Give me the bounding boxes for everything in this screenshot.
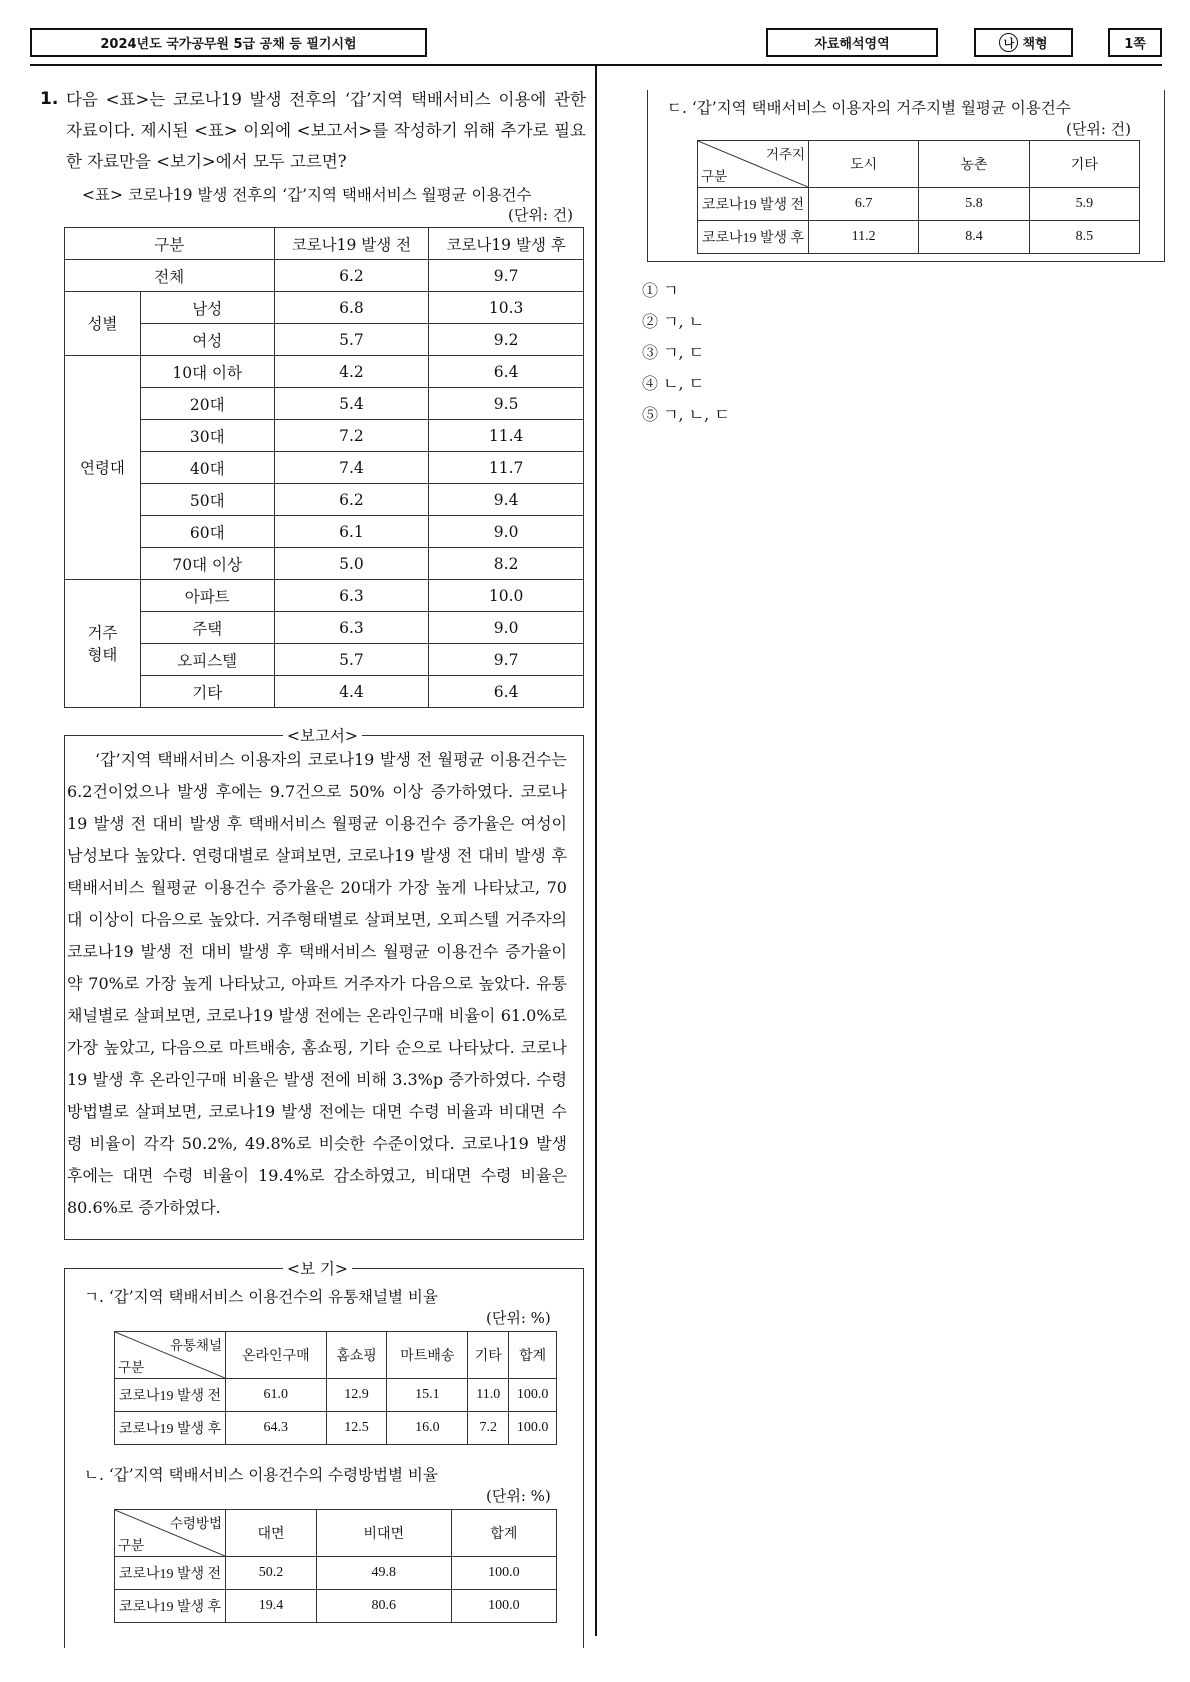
table-cell: 12.9 bbox=[326, 1379, 387, 1412]
table-caption: <표> 코로나19 발생 전후의 ‘갑’지역 택배서비스 월평균 이용건수 bbox=[82, 186, 532, 204]
table-cell: 11.2 bbox=[809, 221, 919, 254]
table-row bbox=[65, 516, 584, 548]
bogi-item-a-unit: (단위: %) bbox=[486, 1309, 551, 1327]
table-cell: 5.9 bbox=[1029, 188, 1139, 221]
group-label: 연령대 bbox=[65, 356, 141, 580]
choice-5: ⑤ ㄱ, ㄴ, ㄷ bbox=[642, 405, 730, 424]
table-header-cell: 코로나19 발생 후 bbox=[429, 228, 584, 260]
value-before: 6.3 bbox=[274, 580, 429, 612]
table-row bbox=[115, 1379, 557, 1412]
value-before: 6.8 bbox=[274, 292, 429, 324]
row-label: 코로나19 발생 전 bbox=[698, 188, 809, 221]
row-label: 코로나19 발생 후 bbox=[698, 221, 809, 254]
corner-top-label: 유통채널 bbox=[169, 1338, 222, 1353]
row-label: 주택 bbox=[140, 612, 274, 644]
booklet-mark-icon: 나 bbox=[999, 33, 1018, 52]
subject-label: 자료해석영역 bbox=[766, 28, 938, 57]
value-after: 9.0 bbox=[429, 516, 584, 548]
table-row bbox=[65, 388, 584, 420]
row-label: 여성 bbox=[140, 324, 274, 356]
group-label: 거주 형태 bbox=[65, 580, 141, 708]
table-header-cell: 코로나19 발생 전 bbox=[274, 228, 429, 260]
question bbox=[40, 84, 586, 177]
corner-bottom-label: 구분 bbox=[118, 1538, 145, 1553]
value-before: 6.3 bbox=[274, 612, 429, 644]
table-cell: 50.2 bbox=[226, 1557, 317, 1590]
row-label: 30대 bbox=[140, 420, 274, 452]
answer-choices bbox=[642, 275, 730, 430]
table-cell: 12.5 bbox=[326, 1412, 387, 1445]
table-row bbox=[115, 1590, 557, 1623]
table-cell: 61.0 bbox=[226, 1379, 327, 1412]
corner-bottom-label: 구분 bbox=[118, 1360, 145, 1375]
row-label: 20대 bbox=[140, 388, 274, 420]
choice-1: ① ㄱ bbox=[642, 281, 679, 300]
bogi-table-b bbox=[114, 1509, 557, 1623]
row-label: 코로나19 발생 전 bbox=[115, 1379, 226, 1412]
table-cell: 64.3 bbox=[226, 1412, 327, 1445]
diagonal-header-cell bbox=[115, 1510, 226, 1557]
row-label: 40대 bbox=[140, 452, 274, 484]
corner-bottom-label: 구분 bbox=[701, 169, 728, 184]
bogi-item-c-title: ㄷ. ‘갑’지역 택배서비스 이용자의 거주지별 월평균 이용건수 bbox=[667, 99, 1071, 117]
row-label: 70대 이상 bbox=[140, 548, 274, 580]
value-before: 5.7 bbox=[274, 324, 429, 356]
choice-3: ③ ㄱ, ㄷ bbox=[642, 343, 705, 362]
column-header: 합계 bbox=[451, 1510, 556, 1557]
exam-title: 2024년도 국가공무원 5급 공채 등 필기시험 bbox=[30, 28, 427, 57]
table-header-row bbox=[698, 141, 1140, 188]
bogi-item-a-title: ㄱ. ‘갑’지역 택배서비스 이용건수의 유통채널별 비율 bbox=[84, 1288, 438, 1306]
row-label: 60대 bbox=[140, 516, 274, 548]
value-after: 9.7 bbox=[429, 260, 584, 292]
row-label: 코로나19 발생 후 bbox=[115, 1590, 226, 1623]
value-before: 7.2 bbox=[274, 420, 429, 452]
value-after: 6.4 bbox=[429, 676, 584, 708]
value-before: 6.2 bbox=[274, 260, 429, 292]
value-before: 7.4 bbox=[274, 452, 429, 484]
diagonal-header bbox=[115, 1510, 225, 1556]
group-label: 성별 bbox=[65, 292, 141, 356]
table-cell: 100.0 bbox=[451, 1557, 556, 1590]
report-text: ‘갑’지역 택배서비스 이용자의 코로나19 발생 전 월평균 이용건수는 6.2건이었으나 발생 후에는 9.7건으로 50% 이상 증가하였다. 코로나19 발생 전 대비 발생 후 택배서비스 월평균 이용건수 증가율은 여성이 남성보다 높았다. 연령대별로 살펴보면, 코로나19 발생 전 대비 발생 후 택배서비스 월평균 이용건수 증가율은 20대가 가장 높게 나타났고, 70대 이상이 다음으로 높았다. 거주형태별로 살펴보면, 오피스텔 거주자의 코로나19 발생 전 대비 발생 후 택배서비스 월평균 이용건수 증가율이 약 70%로 가장 높게 나타났고, 아파트 거주자가 다음으로 높았다. 유통채널별로 살펴보면, 코로나19 발생 전에는 온라인구매 비율이 61.0%로 가장 높았고, 다음으로 마트배송, 홈쇼핑, 기타 순으로 나타났다. 코로나19 발생 후 온라인구매 비율은 발생 전에 비해 3.3%p 증가하였다. 수령방법별로 살펴보면, 코로나19 발생 전에는 대면 수령 비율과 비대면 수령 비율이 각각 50.2%, 49.8%로 비슷한 수준이었다. 코로나19 발생 후에는 대면 수령 비율이 19.4%로 감소하였고, 비대면 수령 비율은 80.6%로 증가하였다. bbox=[67, 750, 567, 1217]
table-row bbox=[115, 1412, 557, 1445]
choice-4: ④ ㄴ, ㄷ bbox=[642, 374, 705, 393]
diagonal-header-cell bbox=[698, 141, 809, 188]
diagonal-header bbox=[698, 141, 808, 187]
table-row bbox=[65, 452, 584, 484]
value-after: 6.4 bbox=[429, 356, 584, 388]
bogi-table-a bbox=[114, 1331, 557, 1445]
value-after: 9.0 bbox=[429, 612, 584, 644]
bogi-item-c-unit: (단위: 건) bbox=[1066, 120, 1131, 138]
value-after: 10.0 bbox=[429, 580, 584, 612]
column-divider bbox=[595, 66, 597, 1636]
question-number: 1. bbox=[40, 89, 59, 109]
column-header: 비대면 bbox=[316, 1510, 451, 1557]
corner-top-label: 거주지 bbox=[765, 147, 805, 162]
table-cell: 100.0 bbox=[509, 1412, 557, 1445]
value-after: 10.3 bbox=[429, 292, 584, 324]
table-row bbox=[65, 644, 584, 676]
value-after: 9.2 bbox=[429, 324, 584, 356]
row-label: 아파트 bbox=[140, 580, 274, 612]
table-row bbox=[65, 484, 584, 516]
table-row bbox=[698, 221, 1140, 254]
column-header: 기타 bbox=[468, 1332, 509, 1379]
table-row bbox=[115, 1557, 557, 1590]
diagonal-header bbox=[115, 1332, 225, 1378]
page-number: 1쪽 bbox=[1108, 28, 1162, 57]
value-before: 5.4 bbox=[274, 388, 429, 420]
table-row bbox=[65, 676, 584, 708]
table-cell: 7.2 bbox=[468, 1412, 509, 1445]
row-label: 남성 bbox=[140, 292, 274, 324]
table-row bbox=[65, 548, 584, 580]
value-after: 11.7 bbox=[429, 452, 584, 484]
diagonal-header-cell bbox=[115, 1332, 226, 1379]
table-row bbox=[65, 292, 584, 324]
row-label: 50대 bbox=[140, 484, 274, 516]
column-header: 농촌 bbox=[919, 141, 1029, 188]
table-cell: 80.6 bbox=[316, 1590, 451, 1623]
row-label: 기타 bbox=[140, 676, 274, 708]
table-cell: 5.8 bbox=[919, 188, 1029, 221]
booklet-type bbox=[974, 28, 1073, 57]
row-label: 코로나19 발생 전 bbox=[115, 1557, 226, 1590]
row-label: 10대 이하 bbox=[140, 356, 274, 388]
corner-top-label: 수령방법 bbox=[169, 1516, 222, 1531]
question-text: 다음 <표>는 코로나19 발생 전후의 ‘갑’지역 택배서비스 이용에 관한 자료이다. 제시된 <표> 이외에 <보고서>를 작성하기 위해 추가로 필요한 자료만을 <보기>에서 모두 고르면? bbox=[66, 90, 586, 171]
table-cell: 100.0 bbox=[509, 1379, 557, 1412]
report-title: <보고서> bbox=[283, 724, 362, 746]
table-header-cell: 구분 bbox=[65, 228, 275, 260]
row-label: 오피스텔 bbox=[140, 644, 274, 676]
table-row bbox=[65, 580, 584, 612]
row-label: 전체 bbox=[65, 260, 275, 292]
value-before: 4.2 bbox=[274, 356, 429, 388]
table-row bbox=[65, 356, 584, 388]
value-after: 9.5 bbox=[429, 388, 584, 420]
bogi-item-b-title: ㄴ. ‘갑’지역 택배서비스 이용건수의 수령방법별 비율 bbox=[84, 1466, 438, 1484]
table-cell: 49.8 bbox=[316, 1557, 451, 1590]
column-header: 마트배송 bbox=[387, 1332, 468, 1379]
value-after: 9.4 bbox=[429, 484, 584, 516]
table-cell: 11.0 bbox=[468, 1379, 509, 1412]
table-row bbox=[65, 260, 584, 292]
value-after: 11.4 bbox=[429, 420, 584, 452]
value-before: 5.7 bbox=[274, 644, 429, 676]
bogi-table-c bbox=[697, 140, 1140, 254]
bogi-title: <보 기> bbox=[283, 1257, 352, 1279]
choice-2: ② ㄱ, ㄴ bbox=[642, 312, 705, 331]
column-header: 온라인구매 bbox=[226, 1332, 327, 1379]
table-cell: 8.4 bbox=[919, 221, 1029, 254]
column-header: 기타 bbox=[1029, 141, 1139, 188]
table-cell: 16.0 bbox=[387, 1412, 468, 1445]
value-after: 8.2 bbox=[429, 548, 584, 580]
table-row bbox=[65, 612, 584, 644]
table-row bbox=[698, 188, 1140, 221]
table-header-row bbox=[115, 1510, 557, 1557]
table-cell: 100.0 bbox=[451, 1590, 556, 1623]
table-row bbox=[65, 420, 584, 452]
value-before: 5.0 bbox=[274, 548, 429, 580]
value-before: 6.2 bbox=[274, 484, 429, 516]
table-header-row bbox=[65, 228, 584, 260]
column-header: 홈쇼핑 bbox=[326, 1332, 387, 1379]
booklet-label: 책형 bbox=[1022, 37, 1048, 52]
bogi-item-b-unit: (단위: %) bbox=[486, 1487, 551, 1505]
table-cell: 15.1 bbox=[387, 1379, 468, 1412]
table-cell: 8.5 bbox=[1029, 221, 1139, 254]
table-row bbox=[65, 324, 584, 356]
table-unit: (단위: 건) bbox=[508, 206, 573, 224]
column-header: 대면 bbox=[226, 1510, 317, 1557]
table-header-row bbox=[115, 1332, 557, 1379]
column-header: 도시 bbox=[809, 141, 919, 188]
column-header: 합계 bbox=[509, 1332, 557, 1379]
value-after: 9.7 bbox=[429, 644, 584, 676]
value-before: 4.4 bbox=[274, 676, 429, 708]
table-cell: 19.4 bbox=[226, 1590, 317, 1623]
value-before: 6.1 bbox=[274, 516, 429, 548]
row-label: 코로나19 발생 후 bbox=[115, 1412, 226, 1445]
table-cell: 6.7 bbox=[809, 188, 919, 221]
main-table bbox=[64, 227, 584, 708]
